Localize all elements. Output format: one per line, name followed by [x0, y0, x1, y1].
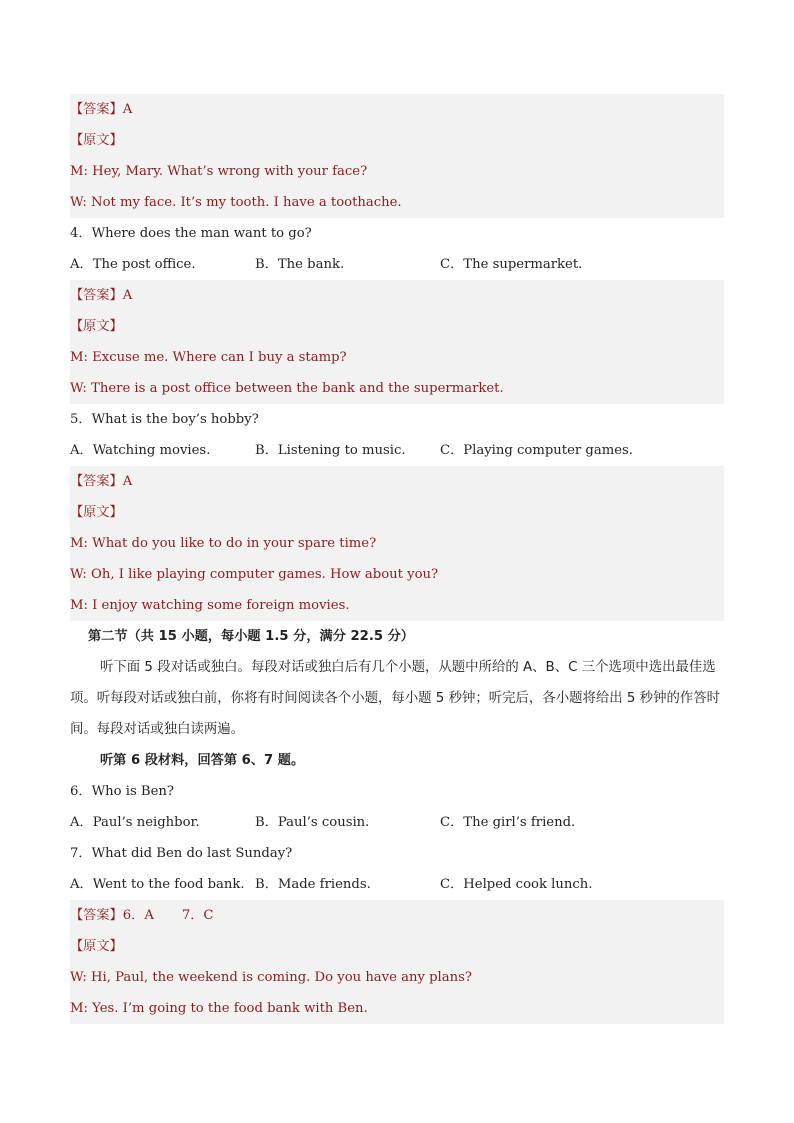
transcript-line: W: Oh, I like playing computer games. How about you?	[70, 559, 724, 590]
answer-label: 【答案】	[70, 102, 123, 117]
transcript-line: M: What do you like to do in your spare time?	[70, 528, 724, 559]
option-b: B．The bank.	[255, 257, 345, 272]
transcript-line: M: Yes. I’m going to the food bank with Ben.	[70, 993, 724, 1024]
answer-value: A	[122, 474, 133, 489]
option-c: C．The girl’s friend.	[440, 815, 576, 830]
section-instructions: 听下面 5 段对话或独白。每段对话或独白后有几个小题，从题中所给的 A、B、C 三个选项中选出最佳选项。听每段对话或独白前，你将有时间阅读各个小题，每小题 5 秒钟；听完后，各小题将给出 5 秒钟的作答时间。每段对话或独白读两遍。	[70, 660, 721, 737]
source-label: 【原文】	[70, 931, 724, 962]
option-c: C．Helped cook lunch.	[440, 877, 593, 892]
answer-row	[70, 280, 724, 311]
question-7: 7．What did Ben do last Sunday?	[70, 846, 293, 861]
answer-row	[70, 900, 724, 931]
answer-label: 【答案】	[70, 908, 123, 923]
option-a: A．The post office.	[70, 257, 196, 272]
question-5-options	[70, 435, 724, 466]
option-c: C．Playing computer games.	[440, 443, 633, 458]
question-4: 4．Where does the man want to go?	[70, 226, 312, 241]
source-label: 【原文】	[70, 125, 724, 156]
answer-value: A	[122, 288, 133, 303]
question-4-options	[70, 249, 724, 280]
option-b: B．Made friends.	[255, 877, 371, 892]
option-a: A．Went to the food bank.	[70, 877, 245, 892]
document-page	[70, 94, 724, 1024]
option-a: A．Paul’s neighbor.	[70, 815, 200, 830]
option-a: A．Watching movies.	[70, 443, 211, 458]
answer-value-6: 6．A	[122, 908, 154, 923]
transcript-line: M: I enjoy watching some foreign movies.	[70, 590, 724, 621]
source-label: 【原文】	[70, 497, 724, 528]
answer-label: 【答案】	[70, 474, 123, 489]
question-6: 6．Who is Ben?	[70, 784, 174, 799]
transcript-line: M: Excuse me. Where can I buy a stamp?	[70, 342, 724, 373]
answer-row	[70, 466, 724, 497]
question-7-options	[70, 869, 724, 900]
answer-value: A	[122, 102, 133, 117]
answer-label: 【答案】	[70, 288, 123, 303]
question-6-options	[70, 807, 724, 838]
transcript-line: W: Not my face. It’s my tooth. I have a toothache.	[70, 187, 724, 218]
material-heading: 听第 6 段材料，回答第 6、7 题。	[100, 753, 305, 768]
question-5: 5．What is the boy’s hobby?	[70, 412, 259, 427]
transcript-line: W: Hi, Paul, the weekend is coming. Do you have any plans?	[70, 962, 724, 993]
transcript-line: M: Hey, Mary. What’s wrong with your face?	[70, 156, 724, 187]
section-heading: 第二节（共 15 小题，每小题 1.5 分，满分 22.5 分）	[88, 629, 414, 644]
answer-row	[70, 94, 724, 125]
option-b: B．Paul’s cousin.	[255, 815, 370, 830]
option-c: C．The supermarket.	[440, 257, 583, 272]
option-b: B．Listening to music.	[255, 443, 406, 458]
source-label: 【原文】	[70, 311, 724, 342]
answer-value-7: 7．C	[181, 908, 214, 923]
transcript-line: W: There is a post office between the bank and the supermarket.	[70, 373, 724, 404]
